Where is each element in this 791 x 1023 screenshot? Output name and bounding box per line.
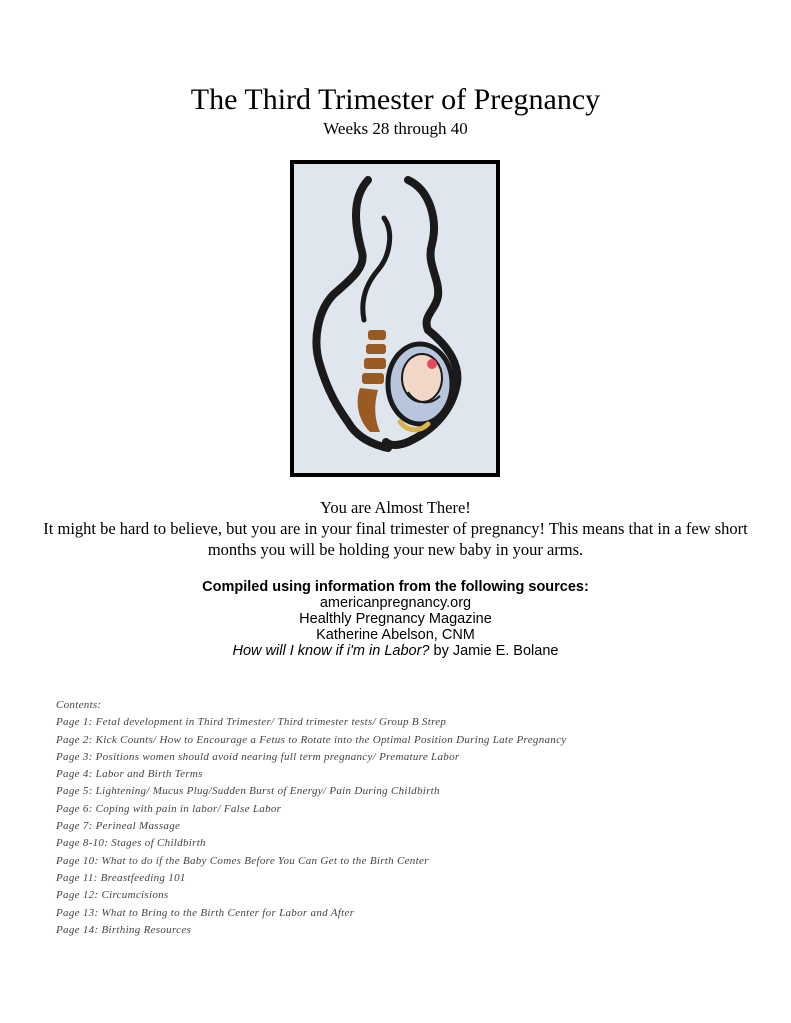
page-subtitle: Weeks 28 through 40 (323, 119, 468, 138)
contents-item: Page 5: Lightening/ Mucus Plug/Sudden Burst of Energy/ Pain During Childbirth (56, 785, 440, 798)
page-title: The Third Trimester of Pregnancy (190, 83, 601, 116)
source-item: Katherine Abelson, CNM (316, 627, 475, 643)
contents-label: Contents: (56, 699, 102, 711)
source-book-title: How will I know if i'm in Labor? (232, 643, 430, 659)
sources-heading: Compiled using information from the following sources: (202, 579, 589, 595)
table-of-contents (56, 697, 756, 939)
contents-item: Page 13: What to Bring to the Birth Center for Labor and After (56, 906, 355, 919)
contents-item: Page 12: Circumcisions (56, 889, 169, 902)
source-book-author: by Jamie E. Bolane (429, 643, 559, 659)
contents-item: Page 4: Labor and Birth Terms (56, 768, 203, 781)
sources-block (0, 579, 791, 659)
source-item: Healthly Pregnancy Magazine (299, 611, 492, 627)
contents-item: Page 14: Birthing Resources (56, 923, 192, 936)
intro-block (40, 497, 751, 560)
contents-item: Page 8-10: Stages of Childbirth (56, 837, 206, 850)
pregnant-silhouette-illustration (290, 160, 500, 477)
contents-item: Page 3: Positions women should avoid nearing full term pregnancy/ Premature Labor (56, 750, 460, 763)
source-item: americanpregnancy.org (319, 595, 472, 611)
intro-headline: You are Almost There! (320, 498, 471, 517)
contents-item: Page 6: Coping with pain in labor/ False Labor (56, 802, 282, 815)
intro-body: It might be hard to believe, but you are in your final trimester of pregnancy! This means that in a few short months you will be holding your new baby in your arms. (43, 519, 748, 559)
contents-item: Page 1: Fetal development in Third Trimester/ Third trimester tests/ Group B Strep (56, 716, 447, 729)
contents-item: Page 10: What to do if the Baby Comes Before You Can Get to the Birth Center (56, 854, 429, 867)
source-book (0, 643, 791, 659)
contents-item: Page 11: Breastfeeding 101 (56, 871, 186, 884)
contents-item: Page 2: Kick Counts/ How to Encourage a Fetus to Rotate into the Optimal Position During Late Pregnancy (56, 733, 567, 746)
pregnant-silhouette-svg (290, 160, 500, 477)
contents-item: Page 7: Perineal Massage (56, 820, 181, 833)
